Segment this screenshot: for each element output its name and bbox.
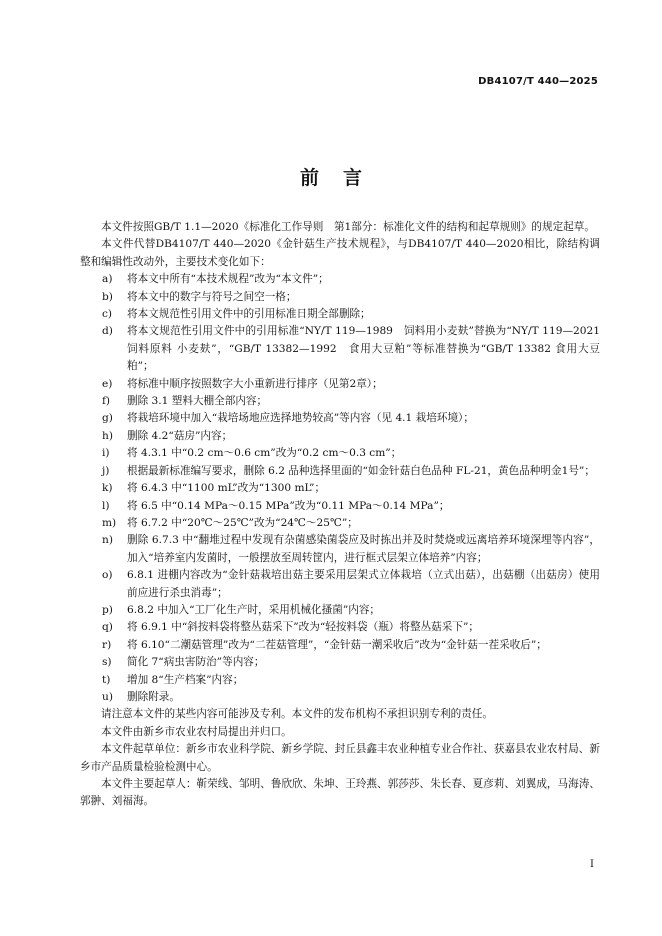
drafters-paragraph: 本文件主要起草人：靳荣线、邹明、鲁欣欣、朱坤、王玲燕、郭莎莎、朱长春、夏彦莉、刘翼成，马海涛、郭翀、刘福海。 — [80, 778, 600, 808]
list-item — [80, 515, 600, 532]
list-marker: g) — [102, 412, 113, 425]
list-marker: k) — [102, 482, 113, 495]
list-marker: t) — [102, 673, 111, 686]
list-item — [80, 289, 600, 306]
list-item — [80, 619, 600, 636]
list-marker: a) — [102, 273, 113, 286]
list-item — [80, 306, 600, 323]
list-marker: f) — [102, 395, 111, 408]
section-title: 前言 — [299, 167, 386, 189]
list-item — [80, 637, 600, 654]
list-item-text: 将 6.7.2 中“20℃～25℃”改为“24℃～25℃”； — [127, 516, 358, 529]
list-marker: s) — [102, 656, 112, 669]
list-item — [80, 393, 600, 410]
document-body — [80, 219, 611, 811]
list-item-text: 删除 4.2“菇房”内容； — [127, 429, 233, 442]
list-item-text: 将 6.10“二潮菇管理”改为“二茬菇管理”，“金针菇一潮采收后”改为“金针菇一茬采收后”； — [127, 638, 547, 651]
list-marker: e) — [102, 377, 113, 390]
list-item — [80, 428, 600, 445]
list-item — [80, 567, 600, 602]
list-item-text: 删除 3.1 塑料大棚全部内容； — [127, 395, 268, 408]
list-item — [80, 602, 600, 619]
list-item-text: 6.8.1 进棚内容改为“金针菇栽培出菇主要采用层架式立体栽培（立式出菇），出菇棚（出菇房）使用前应进行杀虫消毒”； — [127, 569, 600, 599]
list-item-text: 6.8.2 中加入“工厂化生产时，采用机械化搔菌”内容； — [127, 603, 381, 616]
list-item — [80, 445, 600, 462]
list-item-text: 简化 7“病虫害防治”等内容； — [127, 656, 265, 669]
list-marker: j) — [102, 464, 110, 477]
list-item-text: 根据最新标准编写要求，删除 6.2 品种选择里面的“如金针菇白色品种 FL-21，黄色品种明金1号”； — [127, 464, 595, 477]
list-marker: d) — [102, 325, 113, 338]
list-item — [80, 689, 600, 706]
list-item-text: 将 6.4.3 中“1100 mL”改为“1300 mL”； — [127, 482, 326, 495]
list-item-text: 删除附录。 — [127, 690, 180, 703]
list-marker: n) — [102, 534, 113, 547]
intro-paragraph: 本文件代替DB4107/T 440—2020《金针菇生产技术规程》，与DB4107/T 440—2020相比，除结构调整和编辑性改动外，主要技术变化如下： — [80, 238, 600, 268]
list-marker: b) — [102, 290, 113, 303]
list-item — [80, 271, 600, 288]
page-number: I — [590, 859, 594, 870]
list-item-text: 将本文中所有“本技术规程”改为“本文件”； — [127, 273, 329, 286]
list-marker: u) — [102, 690, 113, 703]
list-item — [80, 463, 600, 480]
patent-notice: 请注意本文件的某些内容可能涉及专利。本文件的发布机构不承担识别专利的责任。 — [101, 708, 493, 721]
list-item — [80, 376, 600, 393]
list-item-text: 将本文中的数字与符号之间空一格； — [127, 290, 297, 303]
list-item — [80, 532, 600, 567]
list-item-text: 将 6.9.1 中“斜按料袋将整丛菇采下”改为“轻按料袋（瓶）将整丛菇采下”； — [127, 621, 479, 634]
list-item — [80, 480, 600, 497]
drafting-units-paragraph: 本文件起草单位：新乡市农业科学院、新乡学院、封丘县鑫丰农业种植专业合作社、获嘉县农业农村局、新乡市产品质量检验检测中心。 — [80, 743, 600, 773]
list-marker: l) — [102, 499, 110, 512]
document-number: DB4107/T 440—2025 — [478, 76, 598, 87]
list-marker: q) — [102, 621, 113, 634]
list-item — [80, 672, 600, 689]
list-item-text: 将标准中顺序按照数字大小重新进行排序（见第2章）； — [127, 377, 383, 390]
list-item — [80, 410, 600, 427]
list-item-text: 将本文规范性引用文件中的引用标准“NY/T 119—1989 饲料用小麦麸”替换为“NY/T 119—2021 饲料原料 小麦麸”，“GB/T 13382—1992 食用大豆粕”等标准替换为“GB/T 13382 食用大豆粕”； — [127, 325, 611, 373]
proposer-paragraph: 本文件由新乡市农业农村局提出并归口。 — [101, 725, 292, 738]
list-item-text: 删除 6.7.3 中“翻堆过程中发现有杂菌感染菌袋应及时拣出并及时焚烧或远离培养环境深埋等内容”，加入“培养室内发菌时，一般摆放至周转筐内，进行框式层架立体培养”内容； — [127, 534, 600, 564]
list-marker: r) — [102, 638, 112, 651]
list-marker: o) — [102, 569, 113, 582]
list-marker: c) — [102, 308, 113, 321]
list-marker: p) — [102, 603, 113, 616]
list-item — [80, 498, 600, 515]
list-marker: i) — [102, 447, 110, 460]
intro-paragraph: 本文件按照GB/T 1.1—2020《标准化工作导则 第1部分：标准化文件的结构和起草规则》的规定起草。 — [101, 221, 595, 233]
list-item-text: 将栽培环境中加入“栽培场地应选择地势较高”等内容（见 4.1 栽培环境）； — [127, 412, 474, 425]
list-item — [80, 654, 600, 671]
list-item-text: 将 4.3.1 中“0.2 cm～0.6 cm”改为“0.2 cm～0.3 cm”； — [127, 447, 402, 460]
list-item-text: 将 6.5 中“0.14 MPa～0.15 MPa”改为“0.11 MPa～0.14 MPa”； — [127, 499, 450, 512]
list-item-text: 增加 8“生产档案”内容； — [127, 673, 244, 686]
technical-changes-list — [80, 271, 611, 706]
list-item — [80, 323, 611, 375]
list-item-text: 将本文规范性引用文件中的引用标准日期全部删除； — [127, 308, 371, 321]
list-marker: h) — [102, 429, 113, 442]
list-marker: m) — [102, 516, 117, 529]
